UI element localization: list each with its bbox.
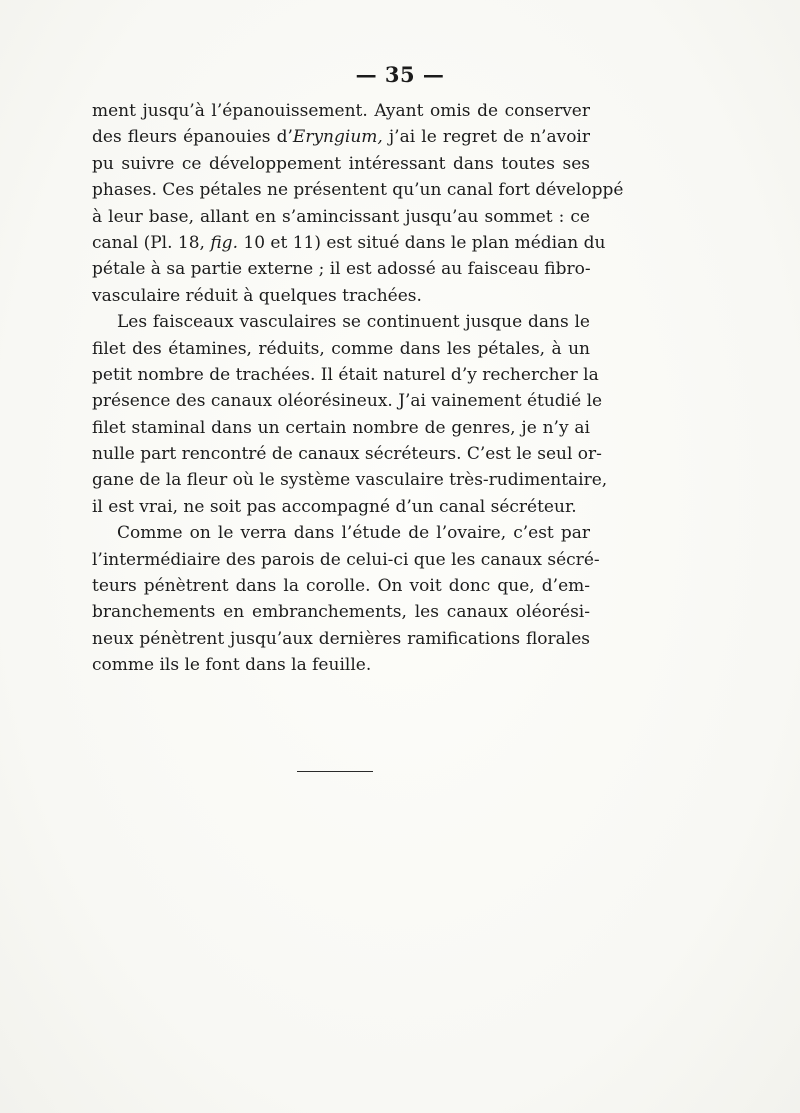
text-line: pu suivre ce développement intéressant dans toutes ses (92, 153, 590, 174)
text-line: phases. Ces pétales ne présentent qu’un canal fort développé (92, 180, 624, 201)
text-line: ment jusqu’à l’épanouissement. Ayant omis de conserver (92, 101, 590, 121)
text-line: il est vrai, ne soit pas accompagné d’un canal sécréteur. (92, 496, 577, 517)
page-number: — 35 — (355, 62, 445, 87)
text-line: nulle part rencontré de canaux sécréteurs. C’est le seul or- (92, 444, 602, 465)
paragraph-1 (92, 98, 624, 309)
text-line: filet des étamines, réduits, comme dans les pétales, à un (92, 338, 590, 359)
text-line: gane de la fleur où le système vasculaire très-rudimentaire, (92, 470, 608, 491)
body-text (92, 98, 624, 679)
paragraph-3 (92, 520, 600, 678)
text-line: Comme on le verra dans l’étude de l’ovaire, c’est par (117, 523, 590, 544)
text-line: Les faisceaux vasculaires se continuent jusque dans le (117, 312, 590, 333)
genus-name: Eryngium, (292, 127, 383, 148)
figure-abbrev: fig. (210, 232, 238, 253)
text-line: teurs pénètrent dans la corolle. On voit donc que, d’em- (92, 576, 590, 597)
text-line: vasculaire réduit à quelques trachées. (92, 285, 422, 306)
text-line: pétale à sa partie externe ; il est adossé au faisceau fibro- (92, 259, 591, 280)
text-line: présence des canaux oléorésineux. J’ai vainement étudié le (92, 391, 603, 412)
text-line: comme ils le font dans la feuille. (92, 655, 372, 676)
text-line: branchements en embranchements, les canaux oléorési- (92, 602, 590, 623)
text-line: canal (Pl. 18, fig. 10 et 11) est situé dans le plan médian du (92, 232, 606, 253)
text-line: filet staminal dans un certain nombre de genres, je n’y ai (92, 417, 590, 438)
text-line: petit nombre de trachées. Il était naturel d’y rechercher la (92, 364, 599, 385)
paragraph-2 (92, 309, 608, 520)
text-line: des fleurs épanouies d’Eryngium, j’ai le regret de n’avoir (92, 127, 590, 148)
text-line: à leur base, allant en s’amincissant jusqu’au sommet : ce (92, 206, 590, 227)
text-line: neux pénètrent jusqu’aux dernières ramifications florales (92, 628, 590, 649)
text-line: l’intermédiaire des parois de celui-ci que les canaux sécré- (92, 549, 600, 570)
section-divider-rule (297, 771, 373, 772)
